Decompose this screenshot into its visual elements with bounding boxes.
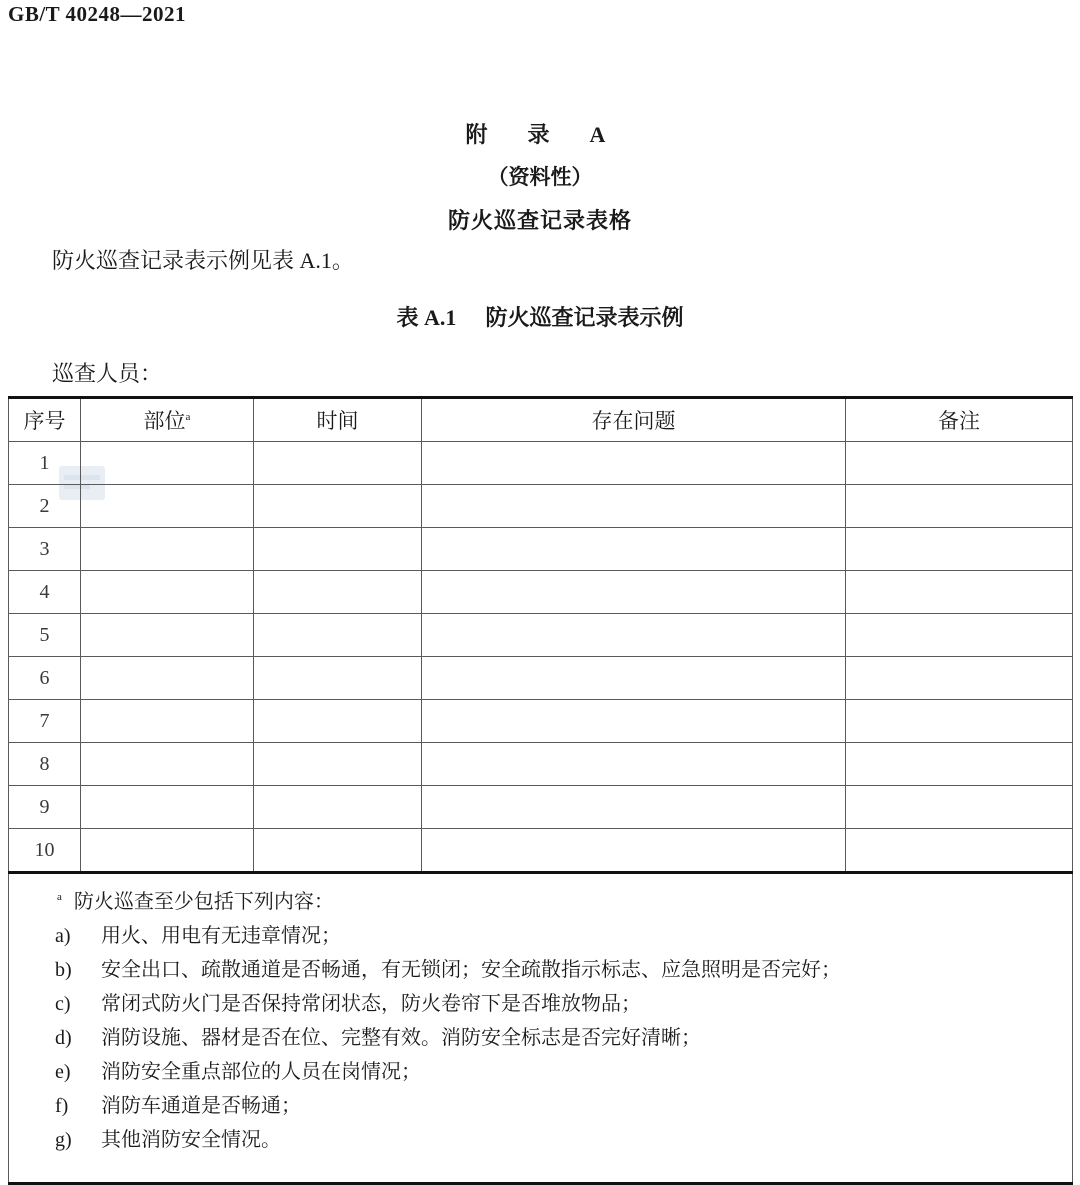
cell-problem[interactable]: [422, 700, 846, 743]
list-item-text: 常闭式防火门是否保持常闭状态，防火卷帘下是否堆放物品；: [101, 993, 641, 1015]
column-header-location-label: 部位: [143, 409, 186, 433]
list-item-text: 其他消防安全情况。: [101, 1129, 281, 1151]
cell-seq: 4: [9, 571, 81, 614]
cell-location[interactable]: [81, 786, 254, 829]
list-item-text: 消防设施、器材是否在位、完整有效。消防安全标志是否完好清晰；: [101, 1027, 701, 1049]
list-item-index: b): [55, 959, 72, 981]
cell-seq: 9: [9, 786, 81, 829]
cell-location[interactable]: [81, 657, 254, 700]
footnote-marker: a: [57, 891, 62, 904]
cell-problem[interactable]: [422, 442, 846, 485]
cell-problem[interactable]: [422, 657, 846, 700]
cell-time[interactable]: [254, 614, 422, 657]
cell-seq: 8: [9, 743, 81, 786]
list-item-text: 安全出口、疏散通道是否畅通，有无锁闭；安全疏散指示标志、应急照明是否完好；: [101, 959, 841, 981]
table-row: [9, 829, 1073, 873]
cell-location[interactable]: [81, 614, 254, 657]
list-item-index: f): [55, 1095, 69, 1117]
cell-location[interactable]: [81, 442, 254, 485]
footnote-row: [9, 873, 1073, 1184]
cell-location[interactable]: [81, 528, 254, 571]
cell-problem[interactable]: [422, 528, 846, 571]
list-item: [9, 1130, 1072, 1150]
column-header-remark-label: 备注: [938, 409, 980, 433]
list-item: [9, 1096, 1072, 1116]
cell-time[interactable]: [254, 700, 422, 743]
column-header-time: [254, 398, 422, 442]
footnote-lead: [9, 892, 1072, 912]
cell-location[interactable]: [81, 829, 254, 873]
column-header-problem: [422, 398, 846, 442]
column-header-seq: [9, 398, 81, 442]
cell-problem[interactable]: [422, 571, 846, 614]
list-item: [9, 1062, 1072, 1082]
table-row: [9, 614, 1073, 657]
cell-remark[interactable]: [846, 657, 1073, 700]
cell-time[interactable]: [254, 786, 422, 829]
list-item-text: 用火、用电有无违章情况；: [101, 925, 341, 947]
cell-seq: 7: [9, 700, 81, 743]
column-header-problem-label: 存在问题: [591, 409, 676, 433]
annex-name: 防火巡查记录表格: [447, 207, 632, 233]
column-header-remark: [846, 398, 1073, 442]
cell-remark[interactable]: [846, 614, 1073, 657]
cell-seq: 3: [9, 528, 81, 571]
cell-time[interactable]: [254, 442, 422, 485]
cell-location[interactable]: [81, 485, 254, 528]
table-row: [9, 786, 1073, 829]
table-footer: [9, 873, 1073, 1184]
column-header-location: [81, 398, 254, 442]
footnote-list: [9, 926, 1072, 1150]
footnote-ref-a: a: [185, 411, 191, 423]
list-item: [9, 926, 1072, 946]
cell-seq: 5: [9, 614, 81, 657]
cell-problem[interactable]: [422, 485, 846, 528]
list-item-index: c): [55, 993, 71, 1015]
annex-kind: （资料性）: [487, 165, 593, 189]
list-item-index: e): [55, 1061, 71, 1083]
cell-remark[interactable]: [846, 485, 1073, 528]
cell-remark[interactable]: [846, 442, 1073, 485]
table-row: [9, 743, 1073, 786]
cell-problem[interactable]: [422, 614, 846, 657]
cell-time[interactable]: [254, 829, 422, 873]
table-row: [9, 528, 1073, 571]
cell-problem[interactable]: [422, 743, 846, 786]
table-header-row: [9, 398, 1073, 442]
table-body: [9, 442, 1073, 873]
list-item-text: 消防安全重点部位的人员在岗情况；: [101, 1061, 421, 1083]
cell-remark[interactable]: [846, 700, 1073, 743]
table-row: [9, 657, 1073, 700]
list-item-index: d): [55, 1027, 72, 1049]
column-header-time-label: 时间: [316, 409, 359, 433]
annex-title-block: [0, 118, 1080, 238]
list-item: [9, 960, 1072, 980]
table-caption: [0, 303, 1080, 333]
cell-seq: 2: [9, 485, 81, 528]
cell-seq: 10: [9, 829, 81, 873]
list-item: [9, 994, 1072, 1014]
cell-location[interactable]: [81, 743, 254, 786]
column-header-seq-label: 序号: [23, 409, 66, 433]
table-row: [9, 700, 1073, 743]
cell-location[interactable]: [81, 571, 254, 614]
list-item-text: 消防车通道是否畅通；: [101, 1095, 301, 1117]
cell-problem[interactable]: [422, 829, 846, 873]
list-item-index: a): [55, 925, 71, 947]
cell-seq: 1: [9, 442, 81, 485]
cell-remark[interactable]: [846, 743, 1073, 786]
table-caption-title: 防火巡查记录表示例: [485, 305, 684, 330]
table-row: [9, 442, 1073, 485]
table-row: [9, 571, 1073, 614]
list-item: [9, 1028, 1072, 1048]
annex-label: 附 录 A: [465, 122, 615, 147]
cell-time[interactable]: [254, 743, 422, 786]
cell-seq: 6: [9, 657, 81, 700]
cell-remark[interactable]: [846, 528, 1073, 571]
footnote-lead-text: 防火巡查至少包括下列内容：: [73, 891, 334, 913]
cell-remark[interactable]: [846, 571, 1073, 614]
cell-location[interactable]: [81, 700, 254, 743]
intro-paragraph: 防火巡查记录表示例见表 A.1。: [52, 248, 354, 273]
cell-problem[interactable]: [422, 786, 846, 829]
footnote-cell: [9, 873, 1073, 1184]
cell-time[interactable]: [254, 571, 422, 614]
table-row: [9, 485, 1073, 528]
table-caption-number: 表 A.1: [396, 305, 457, 330]
cell-time[interactable]: [254, 528, 422, 571]
cell-remark[interactable]: [846, 829, 1073, 873]
fire-patrol-record-table: [8, 396, 1073, 1185]
cell-time[interactable]: [254, 657, 422, 700]
cell-time[interactable]: [254, 485, 422, 528]
standard-number-header: GB/T 40248—2021: [8, 2, 187, 26]
cell-remark[interactable]: [846, 786, 1073, 829]
inspector-label: 巡查人员：: [52, 361, 163, 386]
list-item-index: g): [55, 1129, 72, 1151]
